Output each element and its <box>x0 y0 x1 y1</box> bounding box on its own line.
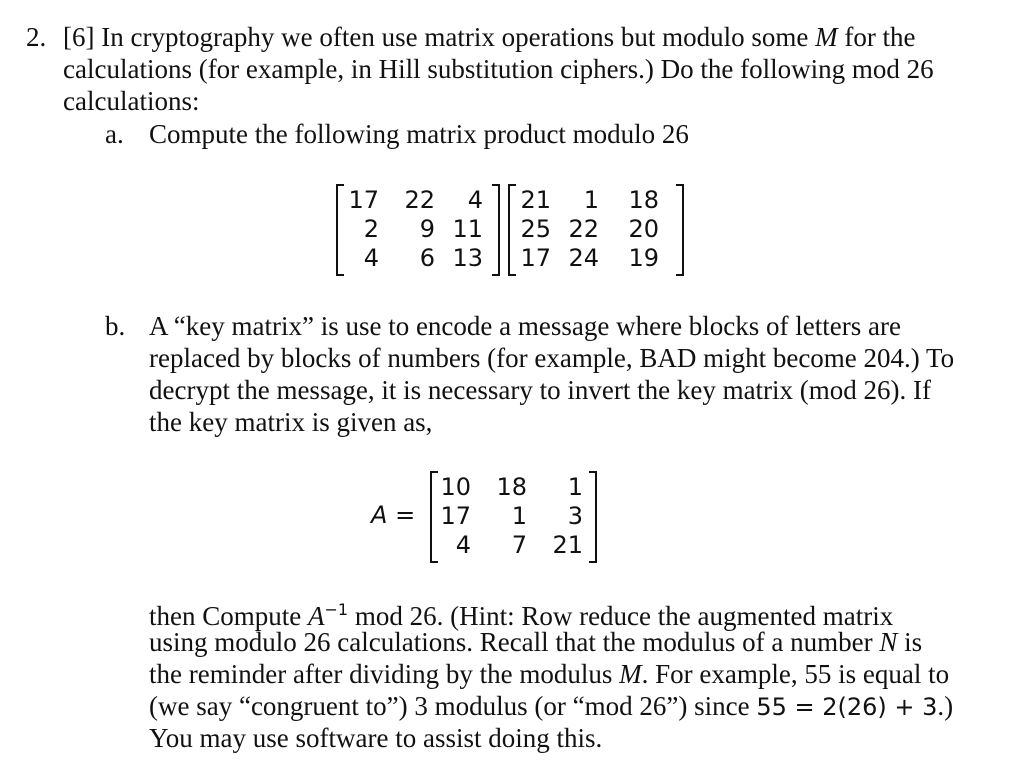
part-b-after-line-5: You may use software to assist doing this. <box>149 723 603 753</box>
part-b-line-1: A “key matrix” is use to encode a message where blocks of letters are <box>149 311 901 341</box>
matrix-cell: 17 <box>348 186 379 214</box>
matrix-cell: 20 <box>628 215 659 243</box>
matrix-cell: 18 <box>496 473 527 501</box>
matrix-cell: 18 <box>628 186 659 214</box>
matrix-cell: 17 <box>440 502 471 530</box>
part-a-text: Compute the following matrix product modulo 26 <box>149 119 689 149</box>
after-1-var: A <box>307 601 325 631</box>
after-4-post: .) <box>937 691 954 721</box>
after-1-sup: −1 <box>324 600 349 619</box>
matrix-left <box>343 186 483 273</box>
question-line-1 <box>63 21 916 53</box>
after-4-math: 55 = 2(26) + 3 <box>756 693 938 721</box>
matrix-cell: 6 <box>419 244 435 272</box>
matrix-a-equals: = <box>395 501 416 529</box>
after-1-post: mod 26. (Hint: Row reduce the augmented matrix <box>348 601 894 631</box>
matrix-cell: 4 <box>467 186 483 214</box>
matrix-cell: 11 <box>452 215 483 243</box>
matrix-cell: 10 <box>440 473 471 501</box>
part-b-line-4: the key matrix is given as, <box>149 407 433 437</box>
after-3-var: M <box>619 659 642 689</box>
part-a-label: a. <box>105 119 124 149</box>
matrix-right <box>515 186 659 273</box>
matrix-a <box>437 473 583 560</box>
question-line-1-var: M <box>815 22 838 52</box>
matrix-cell: 1 <box>511 502 527 530</box>
matrix-cell: 22 <box>404 186 435 214</box>
question-line-1-end: for the <box>837 22 916 52</box>
part-b-line-3: decrypt the message, it is necessary to invert the key matrix (mod 26). If <box>149 375 932 405</box>
part-b-label: b. <box>105 311 126 341</box>
matrix-cell: 1 <box>583 186 599 214</box>
matrix-cell: 24 <box>568 244 599 272</box>
matrix-cell: 22 <box>568 215 599 243</box>
matrix-left-right-bracket <box>492 184 500 276</box>
part-b-after-line-2 <box>149 626 922 658</box>
matrix-cell: 25 <box>520 215 551 243</box>
matrix-cell: 3 <box>567 502 583 530</box>
after-4-pre: (we say “congruent to”) 3 modulus (or “mod 26”) since <box>149 691 757 721</box>
matrix-a-label <box>371 501 415 530</box>
part-b-line-2: replaced by blocks of numbers (for example, BAD might become 204.) To <box>149 343 955 373</box>
matrix-cell: 19 <box>628 244 659 272</box>
matrix-cell: 7 <box>511 531 527 559</box>
question-line-1-text: [6] In cryptography we often use matrix operations but modulo some <box>63 22 816 52</box>
matrix-a-name: A <box>371 501 388 529</box>
matrix-cell: 4 <box>363 244 379 272</box>
after-2-post: is <box>897 627 923 657</box>
part-b-after-line-4 <box>149 690 953 723</box>
matrix-cell: 1 <box>567 473 583 501</box>
matrix-cell: 17 <box>520 244 551 272</box>
after-3-pre: the reminder after dividing by the modulus <box>149 659 620 689</box>
matrix-cell: 9 <box>419 215 435 243</box>
matrix-cell: 13 <box>452 244 483 272</box>
question-line-2: calculations (for example, in Hill substitution ciphers.) Do the following mod 26 <box>63 54 934 84</box>
after-2-var: N <box>879 627 898 657</box>
after-3-post: . For example, 55 is equal to <box>641 659 950 689</box>
question-line-3: calculations: <box>63 86 200 116</box>
matrix-right-right-bracket <box>676 184 684 276</box>
part-b-after-line-3 <box>149 658 949 690</box>
question-number: 2. <box>26 22 47 52</box>
after-1-pre: then Compute <box>149 601 308 631</box>
after-2-pre: using modulo 26 calculations. Recall that the modulus of a number <box>149 627 880 657</box>
matrix-cell: 2 <box>363 215 379 243</box>
matrix-cell: 4 <box>455 531 471 559</box>
matrix-cell: 21 <box>552 531 583 559</box>
matrix-a-right-bracket <box>589 471 597 563</box>
matrix-cell: 21 <box>520 186 551 214</box>
